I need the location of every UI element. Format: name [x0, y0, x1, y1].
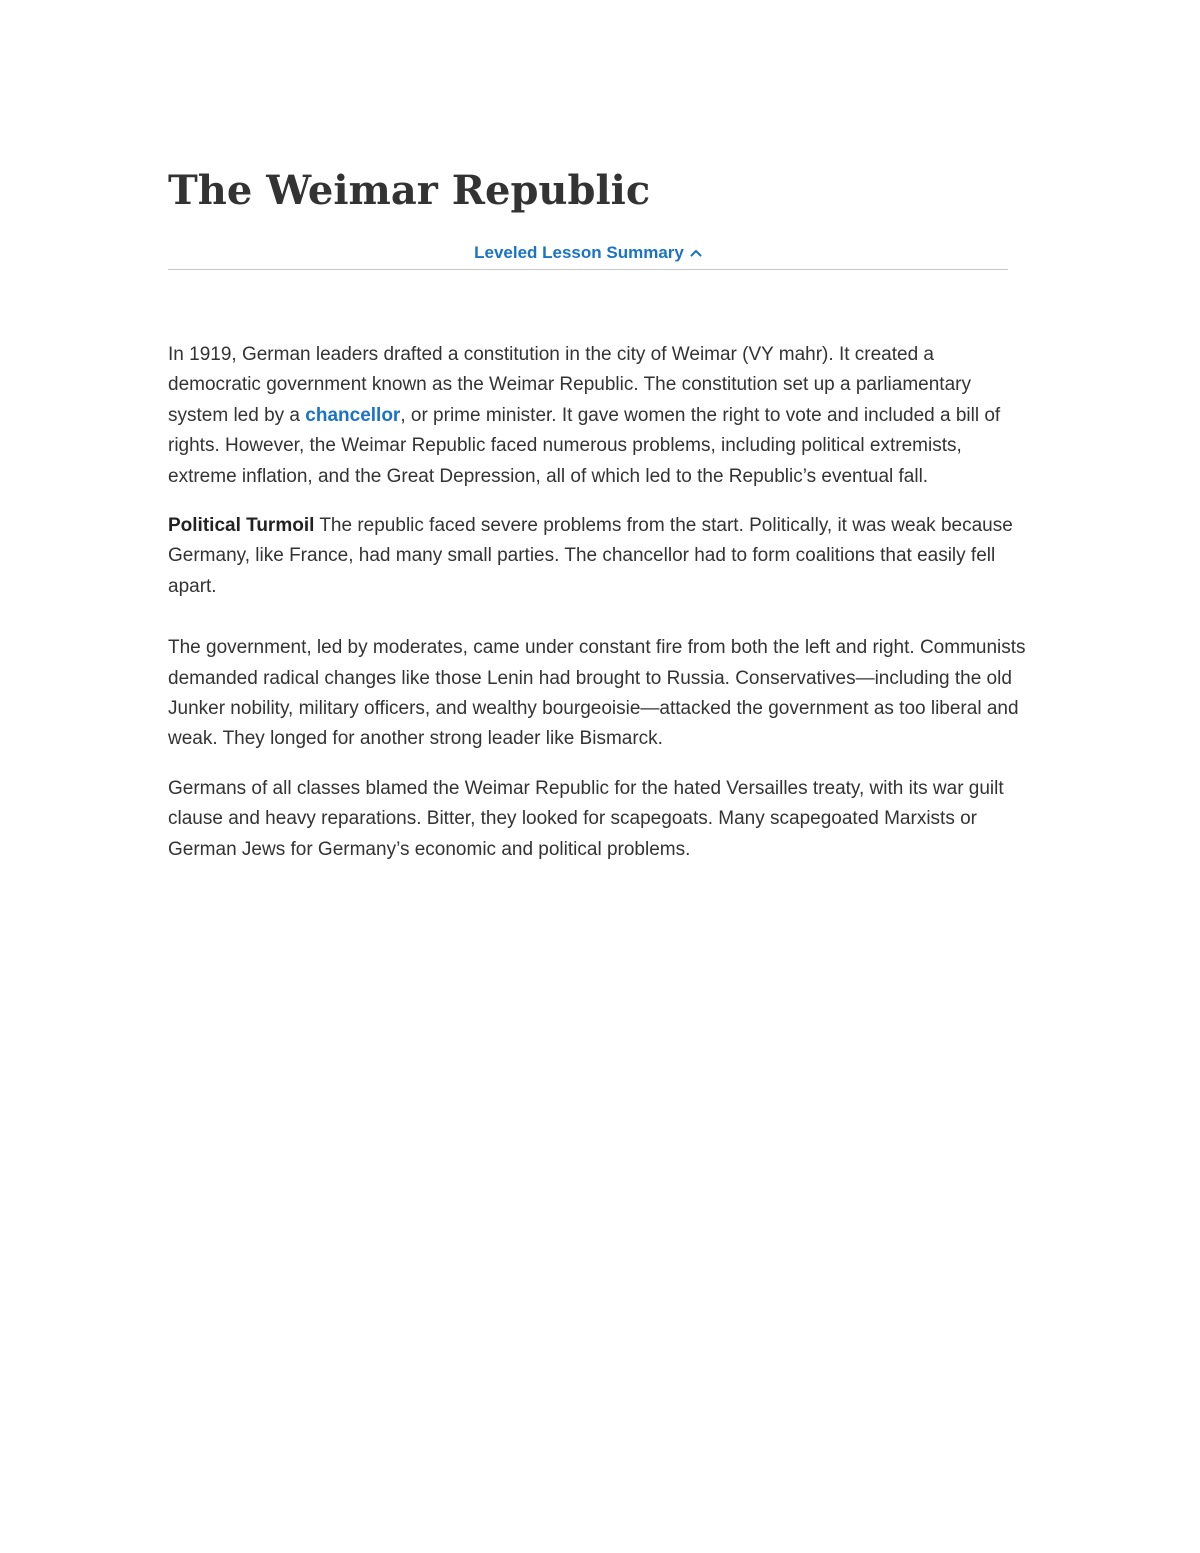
political-turmoil-heading: Political Turmoil — [168, 515, 315, 537]
paragraph-versailles: Germans of all classes blamed the Weimar Republic for the hated Versailles treaty, with its war guilt clause and heavy reparations. Bitter, they looked for scapegoats. Many scapegoated Marxists or German Jews for Germany’s economic and political problems. — [168, 777, 1004, 860]
chevron-up-icon — [690, 249, 702, 257]
paragraph-political-turmoil — [168, 511, 1013, 602]
page-title: The Weimar Republic — [168, 167, 651, 214]
summary-toggle-label: Leveled Lesson Summary — [474, 243, 684, 262]
lesson-body — [168, 340, 1038, 865]
paragraph-intro — [168, 340, 1013, 492]
paragraph-government: The government, led by moderates, came under constant fire from both the left and right. Communists demanded radical changes like those Lenin had brought to Russia. Conservatives—including the old Junker nobility, military officers, and wealthy bourgeoisie—attacked the government as too liberal and weak. They longed for another strong leader like Bismarck. — [168, 637, 1026, 750]
political-turmoil-text: The republic faced severe problems from the start. Politically, it was weak because Germany, like France, had many small parties. The chancellor had to form coalitions that easily fell apart. — [168, 515, 1013, 597]
chancellor-term-link[interactable]: chancellor — [305, 404, 401, 426]
summary-bar — [168, 240, 1008, 270]
leveled-lesson-summary-toggle[interactable] — [474, 240, 702, 266]
paragraph-intro-text-end: , or prime minister. It gave women the right to vote and included a bill of rights. However, the Weimar Republic faced numerous problems, including political extremists, extreme inflation, and the Great Depression, all of which led to the Republic’s eventual fall. — [168, 404, 1001, 487]
paragraph-intro-text-start: In 1919, German leaders drafted a constitution in the city of Weimar (VY mahr). It created a democratic government known as the Weimar Republic. The constitution set up a parliamentary system led by a — [168, 344, 971, 426]
